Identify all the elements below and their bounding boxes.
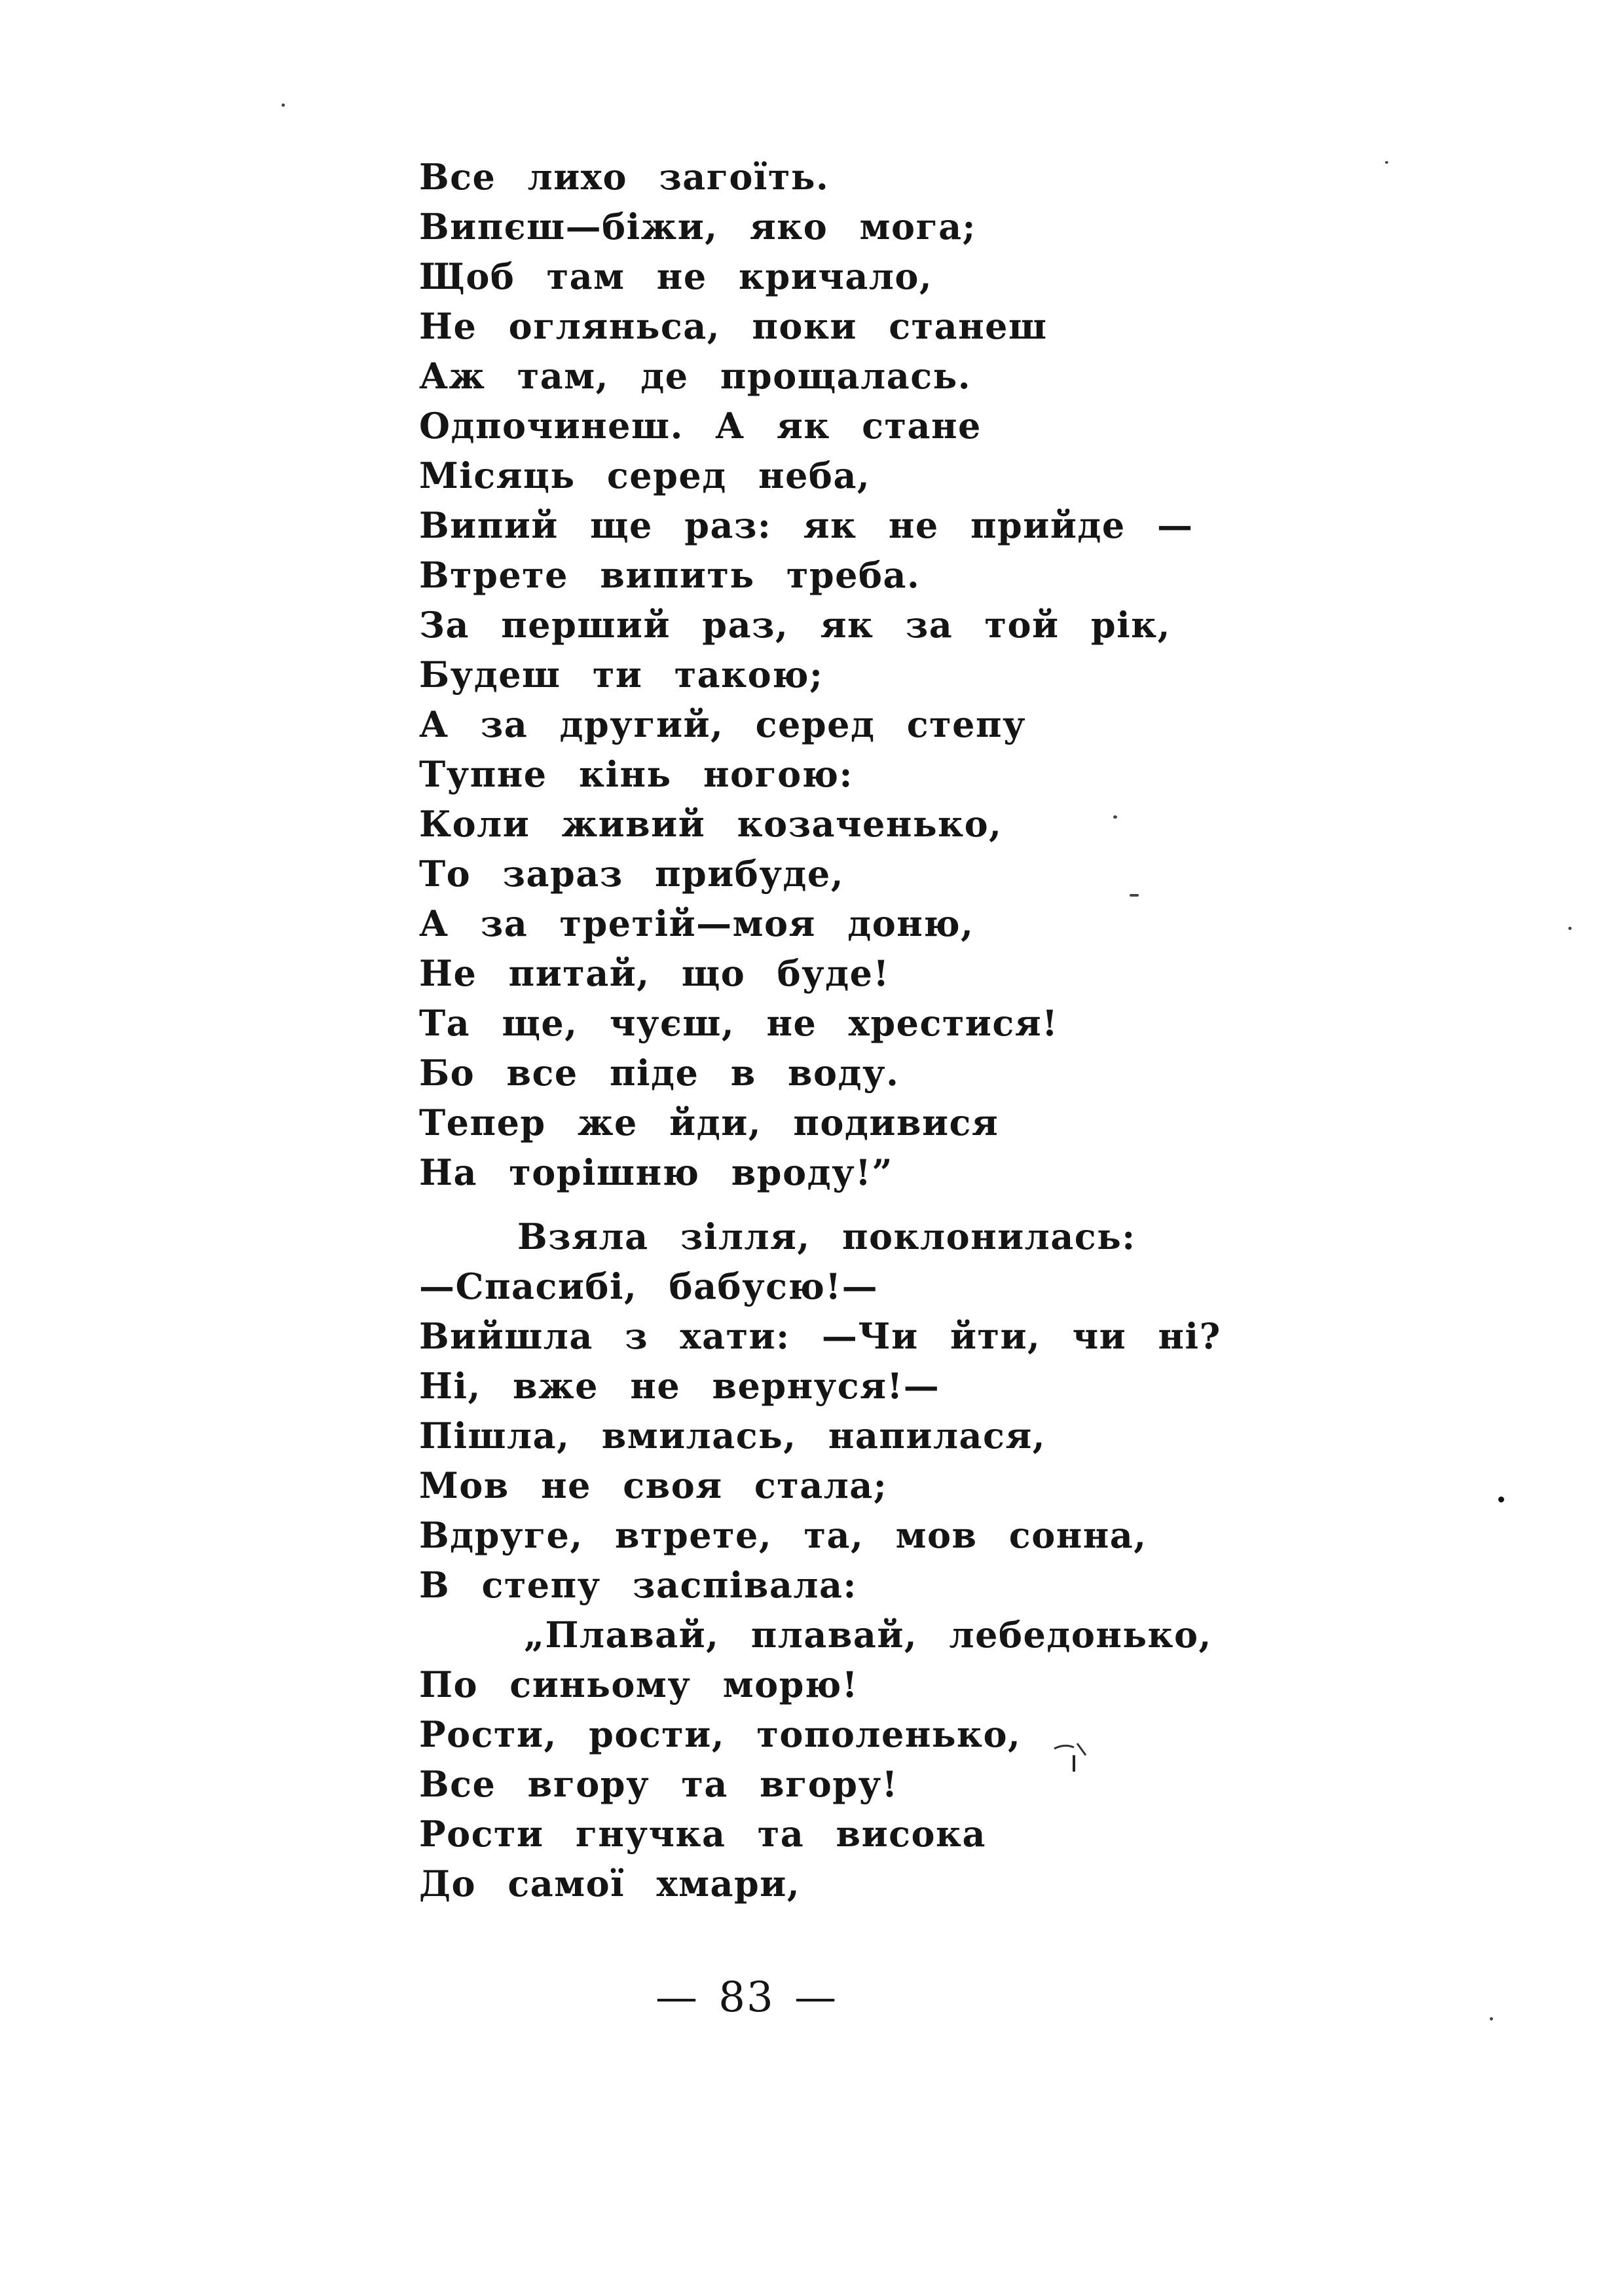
verse-line: Не питай, що буде! <box>419 952 890 994</box>
verse-line: Тепер же йди, подивися <box>419 1102 999 1144</box>
stray-ink-mark <box>1048 1736 1107 1795</box>
verse-line: Ні, вже не вернуся!— <box>419 1365 940 1407</box>
verse-line: Все вгору та вгору! <box>419 1763 898 1805</box>
verse-line: —Спасибі, бабусю!— <box>419 1265 879 1307</box>
verse-line: Вдруге, втрете, та, мов сонна, <box>419 1514 1147 1556</box>
page-number: — 83 — <box>655 1973 838 2022</box>
scan-speck <box>1385 161 1388 164</box>
scan-speck <box>1130 894 1139 897</box>
verse-block-2 <box>419 1212 1297 1908</box>
verse-line: Мов не своя стала; <box>419 1464 888 1506</box>
verse-line: Будеш ти такою; <box>419 654 824 696</box>
verse-line: Взяла зілля, поклонилась: <box>517 1216 1136 1257</box>
scan-speck <box>1490 2017 1493 2020</box>
verse-line: Тупне кінь ногою: <box>419 753 853 795</box>
verse-line: А за другий, серед степу <box>419 703 1027 745</box>
verse-line: На торішню вроду!” <box>419 1151 893 1193</box>
verse-line: Та ще, чуєш, не хрестися! <box>419 1002 1059 1044</box>
verse-line: Випий ще раз: як не прийде — <box>419 504 1194 546</box>
verse-line: Аж там, де прощалась. <box>419 355 972 397</box>
verse-line: Коли живий козаченько, <box>419 803 1003 845</box>
verse-block-1 <box>419 152 1297 1197</box>
verse-line: А за третій—моя доню, <box>419 903 974 944</box>
scan-speck <box>1498 1497 1504 1502</box>
verse-line: Рости гнучка та висока <box>419 1813 987 1855</box>
verse-line: До самої хмари, <box>419 1863 801 1905</box>
verse-line: То зараз прибуде, <box>419 853 845 895</box>
verse-line: Місяць серед неба, <box>419 455 871 496</box>
verse-line: Втрете випить треба. <box>419 554 921 596</box>
verse-line: В степу заспівала: <box>419 1564 857 1606</box>
verse-line: Все лихо загоїть. <box>419 156 830 198</box>
scan-speck <box>1113 815 1117 819</box>
verse-line: Одпочинеш. А як стане <box>419 405 982 447</box>
verse-line: Не огляньса, поки станеш <box>419 305 1048 347</box>
verse-line: Вийшла з хати: —Чи йти, чи ні? <box>419 1315 1221 1357</box>
verse-line: Щоб там не кричало, <box>419 255 933 297</box>
verse-line: „Плавай, плавай, лебедонько, <box>524 1614 1212 1656</box>
verse-line: По синьому морю! <box>419 1664 858 1705</box>
verse-line: Випєш—біжи, яко мога; <box>419 206 976 248</box>
verse-line: Рости, рости, тополенько, <box>419 1713 1022 1755</box>
scan-speck <box>282 103 285 107</box>
verse-line: Пішла, вмилась, напилася, <box>419 1415 1046 1457</box>
verse-line: Бо все піде в воду. <box>419 1052 900 1094</box>
scan-speck <box>1568 927 1572 930</box>
verse-line: За перший раз, як за той рік, <box>419 604 1171 646</box>
